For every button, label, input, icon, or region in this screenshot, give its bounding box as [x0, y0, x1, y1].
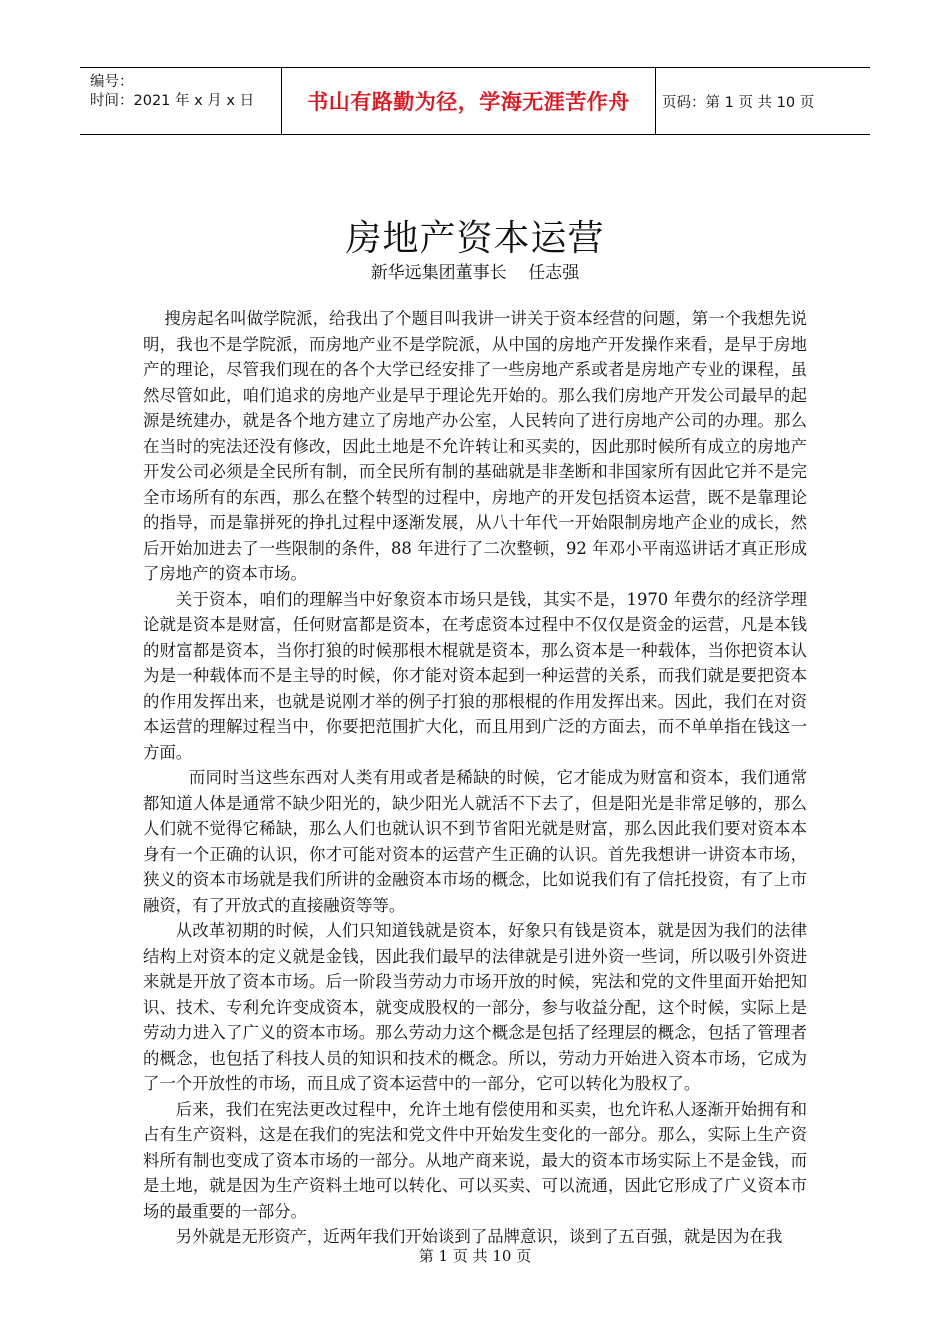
body-paragraph: 搜房起名叫做学院派，给我出了个题目叫我讲一讲关于资本经营的问题，第一个我想先说明，我也不是学院派，而房地产业不是学院派，从中国的房地产开发操作来看，是早于房地产的理论，尽管我们现在的各个大学已经安排了一些房地产系或者是房地产专业的课程，虽然尽管如此，咱们追求的房地产业是早于理论先开始的。那么我们房地产开发公司最早的起源是统建办，就是各个地方建立了房地产办公室，人民转向了进行房地产公司的办理。那么在当时的宪法还没有修改，因此土地是不允许转让和买卖的，因此那时候所有成立的房地产开发公司必须是全民所有制，而全民所有制的基础就是非垄断和非国家所有因此它并不是完全市场所有的东西，那么在整个转型的过程中，房地产的开发包括资本运营，既不是靠理论的指导，而是靠拼死的挣扎过程中逐渐发展，从八十年代一开始限制房地产企业的成长，然后开始加进去了一些限制的条件，88 年进行了二次整顿，92 年邓小平南巡讲话才真正形成了房地产的资本市场。 — [143, 309, 807, 583]
body-paragraph: 后来，我们在宪法更改过程中，允许土地有偿使用和买卖，也允许私人逐渐开始拥有和占有生产资料，这是在我们的宪法和党文件中开始发生变化的一部分。那么，实际上生产资料所有制也变成了资本市场的一部分。从地产商来说，最大的资本市场实际上不是金钱，而是土地，就是因为生产资料土地可以转化、可以买卖、可以流通，因此它形成了广义资本市场的最重要的一部分。 — [143, 1099, 807, 1221]
body-paragraph: 另外就是无形资产，近两年我们开始谈到了品牌意识，谈到了五百强，就是因为在我 — [175, 1227, 783, 1246]
document-author: 新华远集团董事长 任志强 — [370, 263, 580, 283]
body-paragraph: 从改革初期的时候，人们只知道钱就是资本，好象只有钱是资本，就是因为我们的法律结构上对资本的定义就是金钱，因此我们最早的法律就是引进外资一些词，所以吸引外资进来就是开放了资本市场。后一阶段当劳动力市场开放的时候，宪法和党的文件里面开始把知识、技术、专利允许变成资本，就变成股权的一部分，参与收益分配，这个时候，实际上是劳动力进入了广义的资本市场。那么劳动力这个概念是包括了经理层的概念，包括了管理者的概念，也包括了科技人员的知识和技术的概念。所以，劳动力开始进入资本市场，它成为了一个开放性的市场，而且成了资本运营中的一部分，它可以转化为股权了。 — [143, 921, 807, 1093]
page-footer: 第 1 页 共 10 页 — [418, 1247, 532, 1265]
document-body — [143, 306, 807, 1250]
page-header — [80, 67, 870, 135]
header-page-info: 页码：第 1 页 共 10 页 — [662, 94, 815, 111]
document-title: 房地产资本运营 — [345, 218, 605, 260]
header-motto: 书山有路勤为径，学海无涯苦作舟 — [282, 68, 656, 134]
body-paragraph: 关于资本，咱们的理解当中好象资本市场只是钱，其实不是，1970 年费尔的经济学理论就是资本是财富，任何财富都是资本，在考虑资本过程中不仅仅是资金的运营，凡是本钱的财富都是资本，当你打狼的时候那根木棍就是资本，那么资本是一种载体，当你把资本认为是一种载体而不是主导的时候，你才能对资本起到一种运营的关系，而我们就是要把资本的作用发挥出来，也就是说刚才举的例子打狼的那根棍的作用发挥出来。因此，我们在对资本运营的理解过程当中，你要把范围扩大化，而且用到广泛的方面去，而不单单指在钱这一方面。 — [143, 589, 807, 762]
document-date: 时间：2021 年 x 月 x 日 — [90, 93, 255, 109]
header-meta — [80, 68, 282, 134]
document-number-label: 编号： — [90, 74, 134, 90]
body-paragraph: 而同时当这些东西对人类有用或者是稀缺的时候，它才能成为财富和资本，我们通常都知道人体是通常不缺少阳光的，缺少阳光人就活不下去了，但是阳光是非常足够的，那么人们就不觉得它稀缺，那么人们也就认识不到节省阳光就是财富，那么因此我们要对资本本身有一个正确的认识，你才可能对资本的运营产生正确的认识。首先我想讲一讲资本市场，狭义的资本市场就是我们所讲的金融资本市场的概念，比如说我们有了信托投资，有了上市融资，有了开放式的直接融资等等。 — [143, 768, 807, 915]
